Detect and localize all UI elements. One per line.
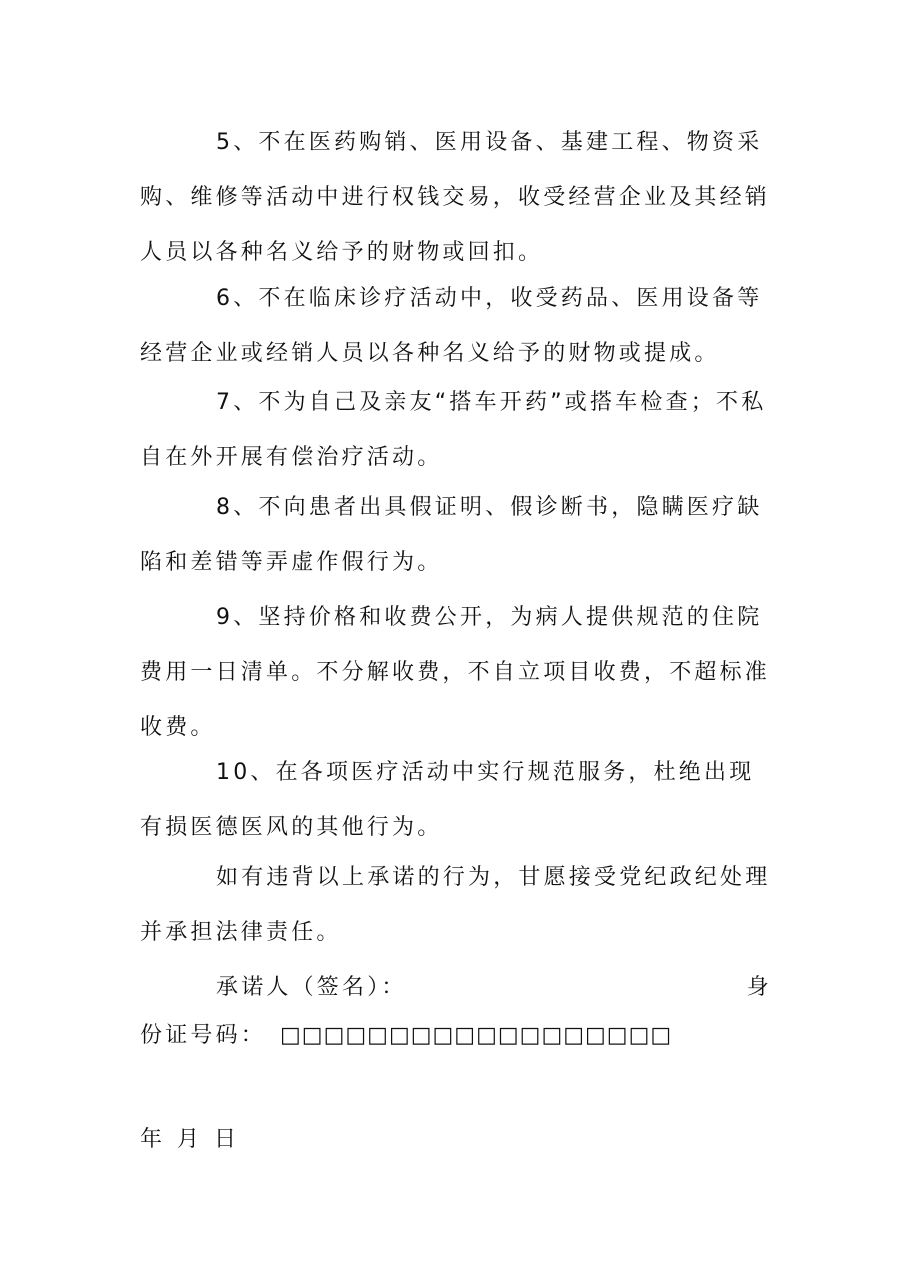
commitment-statement: 如有违背以上承诺的行为，甘愿接受党纪政纪处理并承担法律责任。 <box>140 865 771 945</box>
date-year: 年 <box>140 1127 163 1152</box>
clause-9: 9、坚持价格和收费公开，为病人提供规范的住院费用一日清单。不分解收费，不自立项目收费，不超标准收费。 <box>140 605 771 740</box>
id-number-label: 份证号码： <box>140 1023 267 1048</box>
date-day: 日 <box>214 1127 237 1152</box>
id-number-line <box>140 1008 672 1063</box>
signature-trailing-text: 身 <box>746 975 772 1000</box>
clause-6: 6、不在临床诊疗活动中，收受药品、医用设备等经营企业或经销人员以各种名义给予的财物或提成。 <box>140 286 763 366</box>
clause-10: 10、在各项医疗活动中实行规范服务，杜绝出现有损医德医风的其他行为。 <box>140 760 755 840</box>
clause-5: 5、不在医药购销、医用设备、基建工程、物资采购、维修等活动中进行权钱交易，收受经营企业及其经销人员以各种名义给予的财物或回扣。 <box>140 130 771 265</box>
signature-label: 承诺人（签名）： <box>216 975 407 1000</box>
clause-7: 7、不为自己及亲友“搭车开药”或搭车检查；不私自在外开展有偿治疗活动。 <box>140 390 767 470</box>
clause-8: 8、不向患者出具假证明、假诊断书，隐瞒医疗缺陷和差错等弄虚作假行为。 <box>140 495 763 575</box>
id-number-boxes[interactable]: □□□□□□□□□□□□□□□□□□ <box>280 1023 673 1048</box>
date-line <box>140 1112 244 1167</box>
date-month: 月 <box>177 1127 200 1152</box>
